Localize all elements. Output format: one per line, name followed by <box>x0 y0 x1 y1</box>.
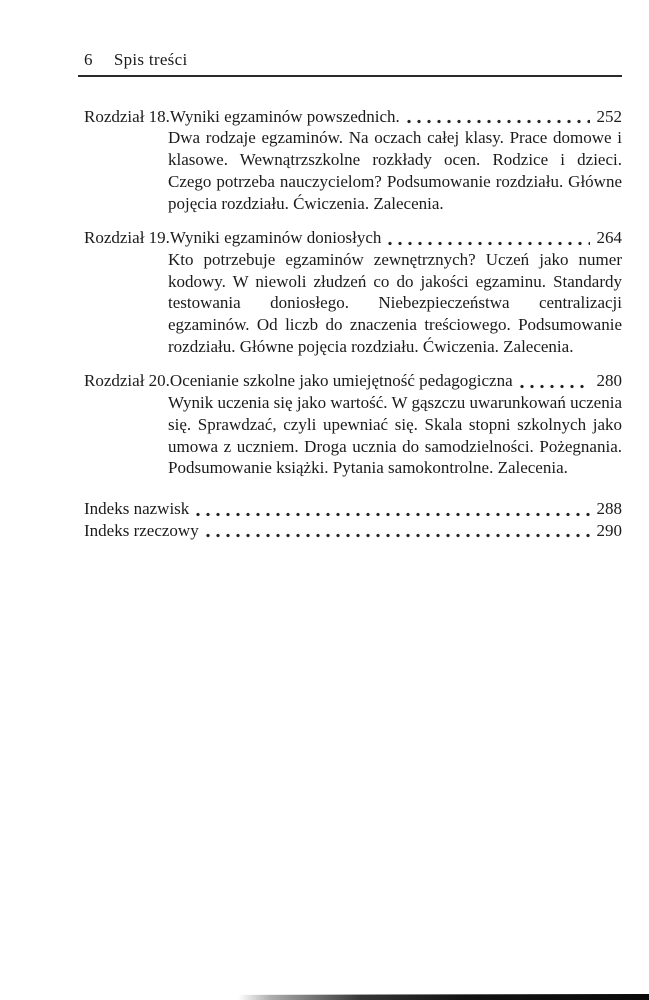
running-header <box>78 49 622 77</box>
index-title: Indeks rzeczowy <box>84 520 199 540</box>
index-entry <box>84 520 622 542</box>
index-entry <box>84 498 622 520</box>
dot-leader <box>388 241 589 246</box>
chapter-description: Kto potrzebuje egzaminów zewnętrznych? Uczeń jako numer kodowy. W niewoli złudzeń co do jakości egzaminu. Standardy testowania doniosłego. Niebezpieczeństwa centralizacji egzaminów. Od liczb do znaczenia treściowego. Podsumowanie rozdziału. Główne pojęcia rozdziału. Ćwiczenia. Zalecenia. <box>168 249 622 356</box>
index-block <box>84 498 622 541</box>
index-title: Indeks nazwisk <box>84 498 190 518</box>
toc-entry-chapter-18 <box>84 106 622 215</box>
chapter-description: Wynik uczenia się jako wartość. W gąszczu uwarunkowań uczenia się. Sprawdzać, czyli upewniać się. Skala stopni szkolnych jako umowa z uczniem. Droga ucznia do samodzielności. Pożegnania. Podsumowanie książki. Pytania samokontrolne. Zalecenia. <box>168 393 622 478</box>
header-page-number: 6 <box>84 50 93 69</box>
toc-entry-title-row <box>84 227 622 249</box>
chapter-page-number: 280 <box>596 371 622 391</box>
header-title: Spis treści <box>113 50 188 69</box>
chapter-label: Rozdział 19. <box>84 228 170 248</box>
toc-entry-title-row <box>84 106 622 128</box>
toc-entry-title-row <box>84 370 622 392</box>
dot-leader <box>206 533 590 538</box>
chapter-label: Rozdział 18. <box>84 106 170 126</box>
toc-entry-chapter-20 <box>84 370 622 479</box>
dot-leader <box>407 119 590 124</box>
index-page-number: 288 <box>596 498 622 518</box>
index-page-number: 290 <box>596 520 622 540</box>
chapter-page-number: 264 <box>596 228 622 248</box>
chapter-description: Dwa rodzaje egzaminów. Na oczach całej klasy. Prace domowe i klasowe. Wewnątrzszkolne rozkłady ocen. Rodzice i dzieci. Czego potrzeba nauczycielom? Podsumowanie rozdziału. Główne pojęcia rozdziału. Ćwiczenia. Zalecenia. <box>168 128 622 213</box>
table-of-contents <box>84 106 622 542</box>
dot-leader <box>520 384 590 389</box>
chapter-label: Rozdział 20. <box>84 371 170 391</box>
toc-entry-chapter-19 <box>84 227 622 357</box>
chapter-title: Wyniki egzaminów doniosłych <box>169 228 382 248</box>
dot-leader <box>196 512 589 517</box>
chapter-page-number: 252 <box>596 106 622 126</box>
chapter-title: Wyniki egzaminów powszednich. <box>169 106 400 126</box>
chapter-title: Ocenianie szkolne jako umiejętność pedagogiczna <box>169 371 513 391</box>
scan-edge-artifact <box>238 994 649 1000</box>
